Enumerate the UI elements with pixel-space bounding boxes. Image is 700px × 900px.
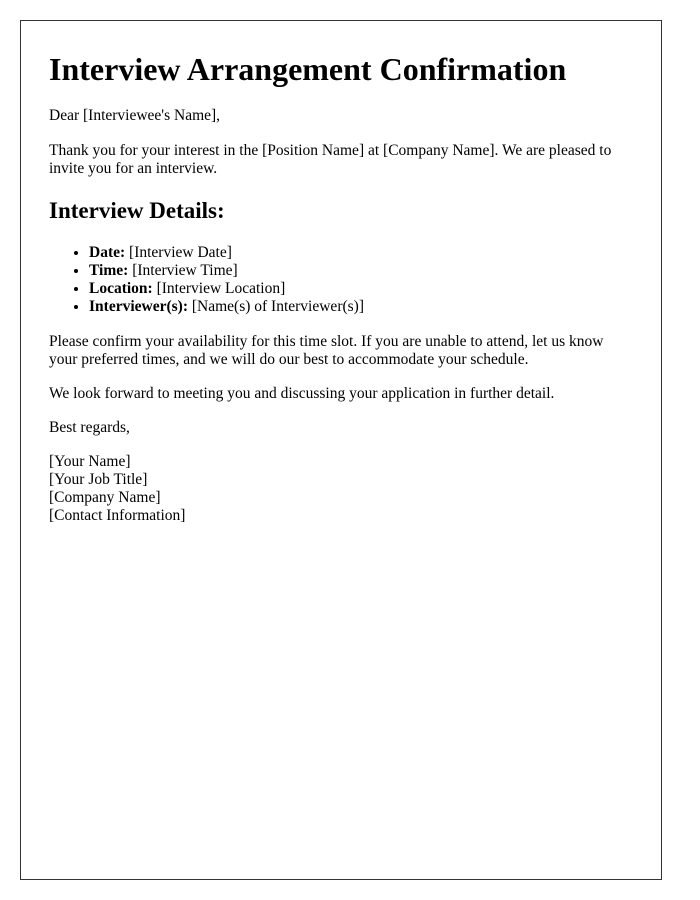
letter-page bbox=[20, 20, 662, 880]
signature-job-title: [Your Job Title] bbox=[49, 471, 148, 488]
signature-name: [Your Name] bbox=[49, 453, 131, 470]
confirm-paragraph: Please confirm your availability for this time slot. If you are unable to attend, let us know your preferred times, and we will do our best to accommodate your schedule. bbox=[49, 333, 604, 368]
closing-paragraph: We look forward to meeting you and discussing your application in further detail. bbox=[49, 385, 555, 402]
signature-block bbox=[49, 453, 633, 525]
detail-label: Date: bbox=[89, 244, 126, 261]
detail-value: [Interview Time] bbox=[128, 262, 238, 279]
detail-item-location bbox=[89, 280, 364, 298]
detail-value: [Interview Date] bbox=[125, 244, 232, 261]
detail-item-time bbox=[89, 262, 364, 280]
detail-value: [Interview Location] bbox=[152, 280, 286, 297]
intro-paragraph: Thank you for your interest in the [Position Name] at [Company Name]. We are pleased to invite you for an interview. bbox=[49, 142, 612, 177]
sign-off: Best regards, bbox=[49, 419, 130, 436]
details-list bbox=[49, 244, 364, 316]
detail-value: [Name(s) of Interviewer(s)] bbox=[187, 298, 364, 315]
detail-label: Time: bbox=[89, 262, 129, 279]
detail-item-date bbox=[89, 244, 364, 262]
letter-title: Interview Arrangement Confirmation bbox=[49, 51, 567, 87]
greeting: Dear [Interviewee's Name], bbox=[49, 107, 221, 124]
signature-company: [Company Name] bbox=[49, 489, 161, 506]
detail-item-interviewers bbox=[89, 298, 364, 316]
signature-contact: [Contact Information] bbox=[49, 507, 186, 524]
detail-label: Location: bbox=[89, 280, 153, 297]
detail-label: Interviewer(s): bbox=[89, 298, 188, 315]
details-heading: Interview Details: bbox=[49, 198, 225, 223]
